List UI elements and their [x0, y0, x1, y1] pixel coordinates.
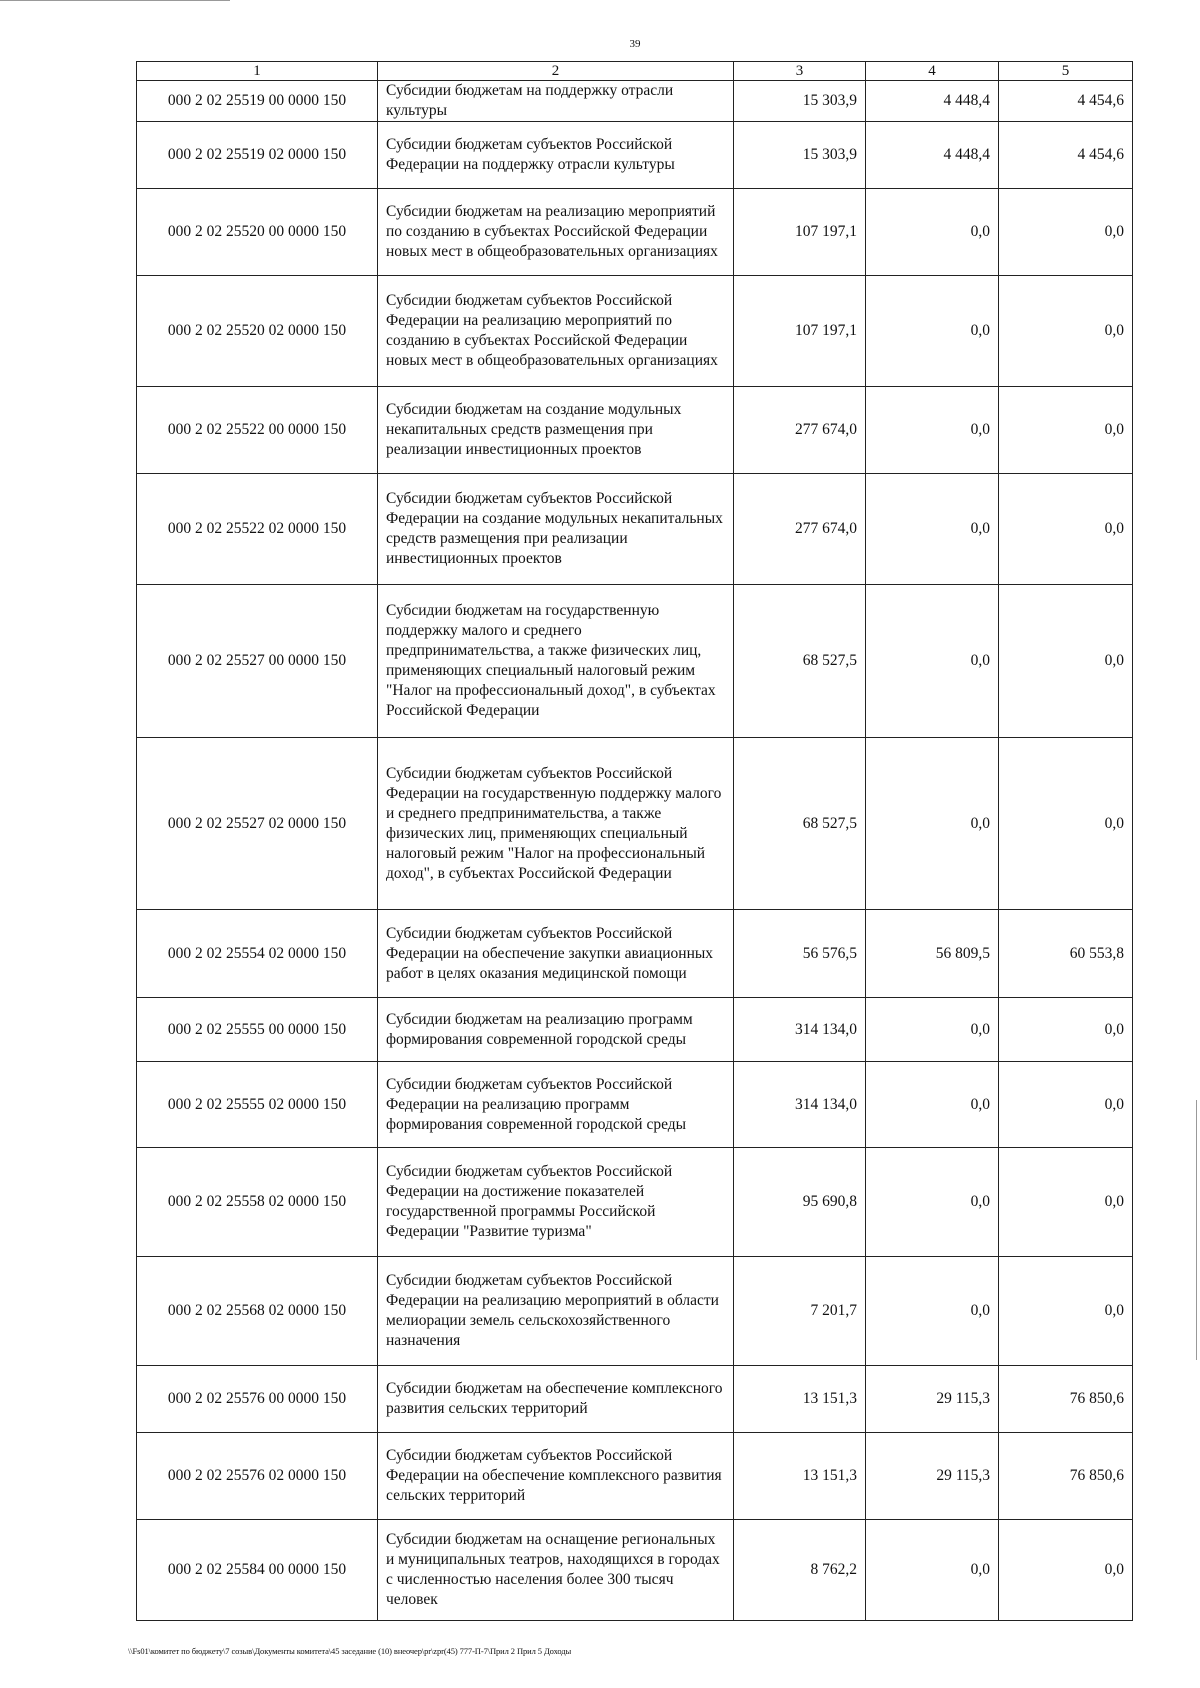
col3-cell: 68 527,5 [734, 585, 866, 738]
col3-cell: 277 674,0 [734, 474, 866, 585]
name-cell: Субсидии бюджетам субъектов Российской Федерации на государственную поддержку малого и среднего предпринимательства, а также физических лиц, применяющих специальный налоговый режим "Налог на профессиональный доход", в субъектах Российской Федерации [378, 738, 734, 910]
col5-cell: 0,0 [999, 1257, 1133, 1366]
table-row [137, 474, 1133, 585]
table-row [137, 585, 1133, 738]
col3-cell: 56 576,5 [734, 910, 866, 998]
col3-cell: 15 303,9 [734, 81, 866, 122]
col4-cell: 0,0 [866, 189, 999, 276]
code-cell: 000 2 02 25527 02 0000 150 [137, 738, 378, 910]
code-cell: 000 2 02 25555 00 0000 150 [137, 998, 378, 1062]
name-cell: Субсидии бюджетам субъектов Российской Федерации на поддержку отрасли культуры [378, 122, 734, 189]
col4-cell: 0,0 [866, 738, 999, 910]
col5-cell: 0,0 [999, 276, 1133, 387]
name-cell: Субсидии бюджетам на государственную поддержку малого и среднего предпринимательства, а также физических лиц, применяющих специальный налоговый режим "Налог на профессиональный доход", в субъектах Российской Федерации [378, 585, 734, 738]
table-row [137, 189, 1133, 276]
col4-cell: 4 448,4 [866, 81, 999, 122]
header-col-5: 5 [999, 62, 1133, 81]
code-cell: 000 2 02 25520 02 0000 150 [137, 276, 378, 387]
page-number: 39 [629, 38, 641, 50]
code-cell: 000 2 02 25519 00 0000 150 [137, 81, 378, 122]
table-row [137, 81, 1133, 122]
code-cell: 000 2 02 25568 02 0000 150 [137, 1257, 378, 1366]
col5-cell: 0,0 [999, 387, 1133, 474]
col4-cell: 0,0 [866, 276, 999, 387]
col5-cell: 4 454,6 [999, 81, 1133, 122]
code-cell: 000 2 02 25584 00 0000 150 [137, 1520, 378, 1621]
col5-cell: 0,0 [999, 738, 1133, 910]
col5-cell: 4 454,6 [999, 122, 1133, 189]
code-cell: 000 2 02 25519 02 0000 150 [137, 122, 378, 189]
code-cell: 000 2 02 25576 00 0000 150 [137, 1366, 378, 1433]
name-cell: Субсидии бюджетам на поддержку отрасли культуры [378, 81, 734, 122]
col3-cell: 314 134,0 [734, 998, 866, 1062]
col4-cell: 0,0 [866, 1148, 999, 1257]
code-cell: 000 2 02 25527 00 0000 150 [137, 585, 378, 738]
col3-cell: 13 151,3 [734, 1433, 866, 1520]
scan-edge-line [0, 0, 230, 1]
col5-cell: 0,0 [999, 998, 1133, 1062]
code-cell: 000 2 02 25555 02 0000 150 [137, 1062, 378, 1148]
table-row [137, 387, 1133, 474]
name-cell: Субсидии бюджетам субъектов Российской Федерации на достижение показателей государственной программы Российской Федерации "Развитие туризма" [378, 1148, 734, 1257]
footer-file-path: \\Fs01\комитет по бюджету\7 созыв\Документы комитета\45 заседание (10) внеочер\pr\zpr(45) 777-П-7\Прил 2 Прил 5 Доходы [128, 1646, 572, 1656]
header-col-4: 4 [866, 62, 999, 81]
col4-cell: 29 115,3 [866, 1433, 999, 1520]
table-row [137, 910, 1133, 998]
col4-cell: 0,0 [866, 998, 999, 1062]
col5-cell: 0,0 [999, 1062, 1133, 1148]
col5-cell: 0,0 [999, 474, 1133, 585]
col4-cell: 0,0 [866, 1257, 999, 1366]
name-cell: Субсидии бюджетам субъектов Российской Федерации на создание модульных некапитальных средств размещения при реализации инвестиционных проектов [378, 474, 734, 585]
col3-cell: 107 197,1 [734, 189, 866, 276]
col5-cell: 76 850,6 [999, 1366, 1133, 1433]
col4-cell: 56 809,5 [866, 910, 999, 998]
col5-cell: 0,0 [999, 1148, 1133, 1257]
col4-cell: 4 448,4 [866, 122, 999, 189]
col5-cell: 0,0 [999, 189, 1133, 276]
table-row [137, 1148, 1133, 1257]
table-row [137, 738, 1133, 910]
table-row [137, 1433, 1133, 1520]
name-cell: Субсидии бюджетам субъектов Российской Федерации на обеспечение комплексного развития сельских территорий [378, 1433, 734, 1520]
name-cell: Субсидии бюджетам на оснащение региональных и муниципальных театров, находящихся в городах с численностью населения более 300 тысяч человек [378, 1520, 734, 1621]
col3-cell: 7 201,7 [734, 1257, 866, 1366]
name-cell: Субсидии бюджетам субъектов Российской Федерации на обеспечение закупки авиационных работ в целях оказания медицинской помощи [378, 910, 734, 998]
col5-cell: 60 553,8 [999, 910, 1133, 998]
table-row [137, 276, 1133, 387]
col3-cell: 314 134,0 [734, 1062, 866, 1148]
table-row [137, 1520, 1133, 1621]
col3-cell: 277 674,0 [734, 387, 866, 474]
name-cell: Субсидии бюджетам на обеспечение комплексного развития сельских территорий [378, 1366, 734, 1433]
name-cell: Субсидии бюджетам субъектов Российской Федерации на реализацию мероприятий в области мелиорации земель сельскохозяйственного назначения [378, 1257, 734, 1366]
name-cell: Субсидии бюджетам субъектов Российской Федерации на реализацию мероприятий по созданию в субъектах Российской Федерации новых мест в общеобразовательных организациях [378, 276, 734, 387]
name-cell: Субсидии бюджетам субъектов Российской Федерации на реализацию программ формирования современной городской среды [378, 1062, 734, 1148]
col4-cell: 0,0 [866, 1062, 999, 1148]
table-header-row [137, 62, 1133, 81]
scan-edge-line [1196, 1100, 1197, 1360]
table-row [137, 1366, 1133, 1433]
col5-cell: 0,0 [999, 1520, 1133, 1621]
col3-cell: 95 690,8 [734, 1148, 866, 1257]
col4-cell: 0,0 [866, 1520, 999, 1621]
code-cell: 000 2 02 25522 02 0000 150 [137, 474, 378, 585]
budget-table [136, 61, 1133, 1621]
col5-cell: 0,0 [999, 585, 1133, 738]
col4-cell: 0,0 [866, 474, 999, 585]
code-cell: 000 2 02 25522 00 0000 150 [137, 387, 378, 474]
table-row [137, 998, 1133, 1062]
table-row [137, 1062, 1133, 1148]
col4-cell: 0,0 [866, 387, 999, 474]
col3-cell: 8 762,2 [734, 1520, 866, 1621]
code-cell: 000 2 02 25576 02 0000 150 [137, 1433, 378, 1520]
col4-cell: 0,0 [866, 585, 999, 738]
code-cell: 000 2 02 25554 02 0000 150 [137, 910, 378, 998]
code-cell: 000 2 02 25558 02 0000 150 [137, 1148, 378, 1257]
header-col-2: 2 [378, 62, 734, 81]
header-col-1: 1 [137, 62, 378, 81]
name-cell: Субсидии бюджетам на реализацию мероприятий по созданию в субъектах Российской Федерации новых мест в общеобразовательных организациях [378, 189, 734, 276]
col5-cell: 76 850,6 [999, 1433, 1133, 1520]
table-row [137, 1257, 1133, 1366]
code-cell: 000 2 02 25520 00 0000 150 [137, 189, 378, 276]
name-cell: Субсидии бюджетам на создание модульных некапитальных средств размещения при реализации инвестиционных проектов [378, 387, 734, 474]
col4-cell: 29 115,3 [866, 1366, 999, 1433]
name-cell: Субсидии бюджетам на реализацию программ формирования современной городской среды [378, 998, 734, 1062]
col3-cell: 15 303,9 [734, 122, 866, 189]
col3-cell: 68 527,5 [734, 738, 866, 910]
table-row [137, 122, 1133, 189]
col3-cell: 13 151,3 [734, 1366, 866, 1433]
col3-cell: 107 197,1 [734, 276, 866, 387]
header-col-3: 3 [734, 62, 866, 81]
